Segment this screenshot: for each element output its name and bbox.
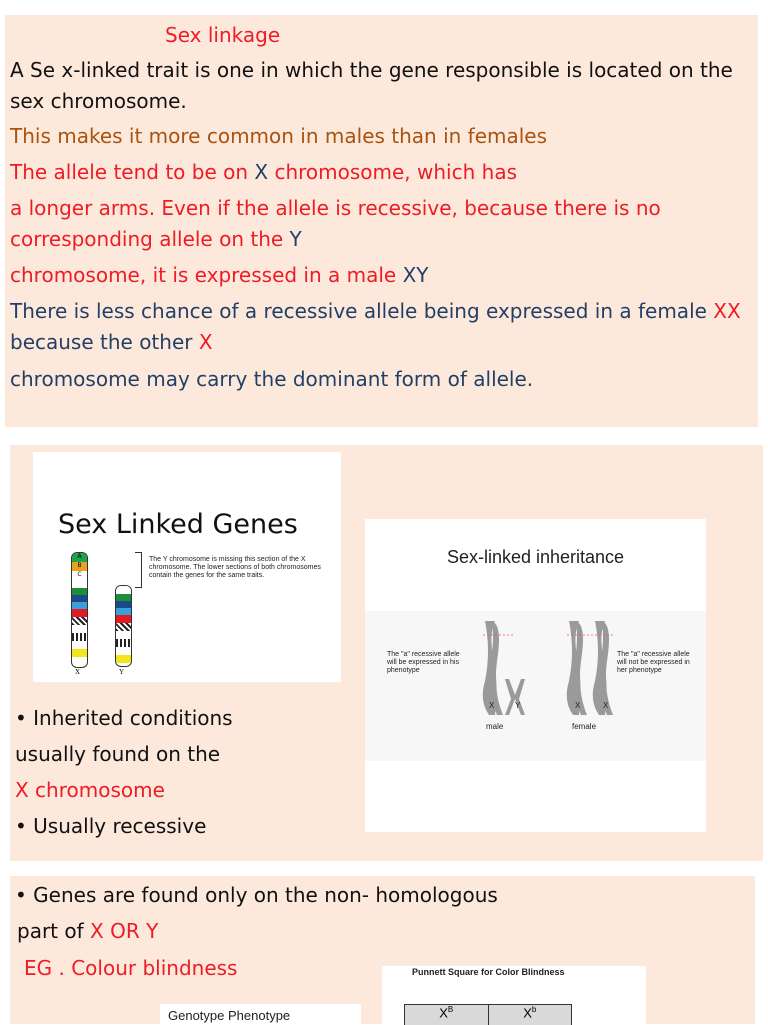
punnett-header-row: [404, 1004, 572, 1025]
bullet-recessive: • Usually recessive: [15, 814, 207, 838]
line-4-a: The allele tend to be on: [10, 160, 255, 184]
sex-linked-inheritance-image: [365, 519, 706, 832]
bracket: [135, 552, 142, 588]
example-line: EG . Colour blindness: [24, 956, 238, 980]
male-label: male: [486, 722, 504, 731]
band-b: B: [72, 562, 87, 571]
punnett-square-image: [382, 966, 646, 1024]
band-c: C: [72, 571, 87, 580]
band-a: A: [72, 553, 87, 562]
inheritance-title: Sex-linked inheritance: [446, 547, 625, 567]
line-4-b: X: [254, 160, 269, 184]
y-label: Y: [119, 668, 125, 676]
x-label: X: [75, 668, 81, 676]
male-y-label: Y: [515, 701, 521, 710]
bullet-inherited-text: Inherited conditions: [33, 706, 233, 730]
line-9-a: because the other: [10, 330, 199, 354]
chromosome-note: The Y chromosome is missing this section of the X chromosome. The lower sections of both chromosomes contain the genes for the same traits.: [149, 556, 321, 579]
bullet-inherited: • Inherited conditions: [15, 706, 233, 730]
bullet-recessive-text: Usually recessive: [33, 814, 207, 838]
punnett-title: Punnett Square for Color Blindness: [412, 967, 565, 977]
line-4: [10, 157, 517, 187]
line-5: a longer arms. Even if the allele is recessive, because there is no: [10, 196, 661, 220]
genotype-table-image: [160, 1004, 361, 1024]
slide-2: [10, 445, 763, 861]
line-6-a: corresponding allele on the: [10, 227, 290, 251]
punnett-col-2: $X^b$: [523, 1005, 537, 1021]
x-chromosome-diagram: [71, 552, 88, 668]
line-1: A Se x-linked trait is one in which the gene responsible is located on the: [10, 58, 733, 82]
male-x-label: X: [489, 701, 495, 710]
line-7: [10, 260, 429, 290]
punnett-col-1: $X^B$: [405, 1005, 489, 1025]
line-8-b: XX: [713, 299, 741, 323]
slide-3: [10, 876, 755, 1024]
part-of-text: part of: [17, 919, 91, 943]
line-6: [10, 224, 302, 254]
line-10: chromosome may carry the dominant form of allele.: [10, 367, 534, 391]
female-x2-label: X: [603, 701, 609, 710]
line-7-b: XY: [402, 263, 429, 287]
x-chromosome-line: X chromosome: [15, 778, 165, 802]
part-of-line: [17, 916, 158, 946]
chromosomes-drawing: [365, 519, 706, 832]
line-8: [10, 296, 741, 326]
sex-linked-genes-image: [33, 452, 341, 682]
line-4-c: chromosome, which has: [268, 160, 517, 184]
line-9-b: X: [198, 330, 213, 354]
left-note: The "a" recessive allele will be expressed in his phenotype: [387, 651, 460, 674]
line-2: sex chromosome.: [10, 89, 187, 113]
x-or-y-text: X OR Y: [90, 919, 159, 943]
right-note: The "a" recessive allele will not be expressed in her phenotype: [617, 651, 690, 674]
usually-found-line: usually found on the: [15, 742, 221, 766]
sex-linked-genes-title: Sex Linked Genes: [58, 509, 298, 540]
bullet-genes: • Genes are found only on the non- homologous: [15, 883, 498, 907]
line-7-a: chromosome, it is expressed in a male: [10, 263, 403, 287]
genotype-table-header: Genotype Phenotype: [168, 1008, 291, 1023]
female-x1-label: X: [575, 701, 581, 710]
line-9: [10, 327, 213, 357]
y-chromosome-diagram: [115, 585, 132, 667]
line-8-a: There is less chance of a recessive allele being expressed in a female: [10, 299, 714, 323]
female-label: female: [572, 722, 597, 731]
slide-1: [5, 15, 758, 427]
line-3: This makes it more common in males than in females: [10, 124, 548, 148]
bullet-genes-text: Genes are found only on the non- homologous: [33, 883, 498, 907]
slide-1-title: Sex linkage: [165, 23, 281, 47]
line-6-b: Y: [289, 227, 302, 251]
